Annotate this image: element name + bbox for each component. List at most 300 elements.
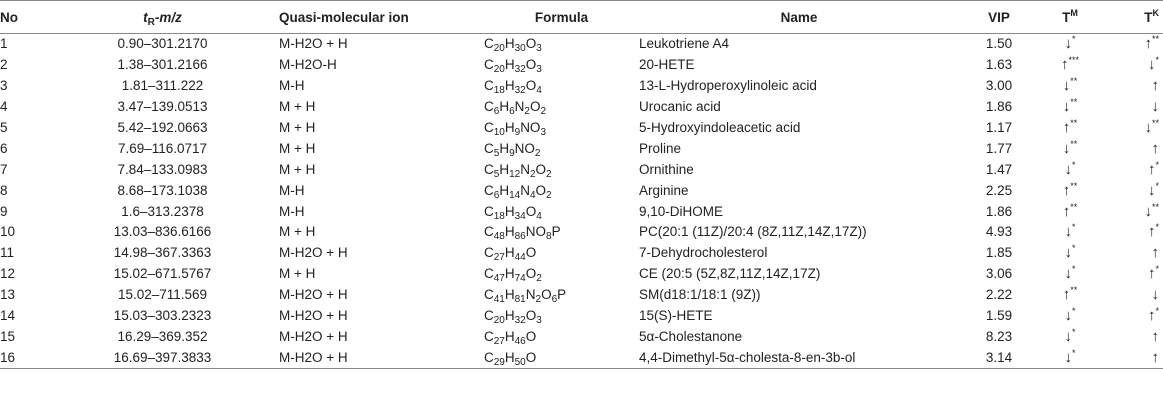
cell-no: 11 (0, 245, 15, 261)
tk-arrow-icon: ↓ (1147, 56, 1156, 74)
cell-no: 13 (0, 287, 16, 303)
cell-name: 9,10-DiHOME (639, 203, 724, 219)
formula-element: C (484, 140, 494, 156)
formula-subscript: 34 (514, 210, 526, 222)
cell-ion: M-H2O + H (279, 36, 348, 52)
tm-significance: * (1071, 347, 1076, 358)
cell-tr-mz: 1.38–301.2166 (117, 57, 208, 73)
cell-tm (1039, 347, 1101, 368)
cell-tm (1039, 222, 1101, 243)
formula-element: H (499, 140, 510, 156)
table-row (0, 138, 1163, 159)
cell-vip: 3.06 (985, 266, 1013, 282)
table-row (0, 243, 1163, 264)
tk-arrow-icon: ↑ (1147, 160, 1156, 178)
cell-tm (1039, 264, 1101, 285)
tm-arrow-icon: ↑ (1062, 181, 1071, 199)
cell-ion: M-H (279, 182, 305, 198)
cell-tm (1039, 97, 1101, 118)
formula-element: C (484, 245, 494, 261)
formula-element: O (535, 182, 547, 198)
cell-name: 13-L-Hydroperoxylinoleic acid (639, 78, 817, 94)
cell-tk (1101, 76, 1163, 97)
formula-subscript: 2 (534, 147, 541, 159)
table-row (0, 97, 1163, 118)
formula-subscript: 47 (493, 273, 505, 285)
cell-tr-mz: 15.02–711.569 (117, 287, 208, 303)
cell-vip: 2.22 (985, 287, 1013, 303)
cell-tr-mz: 1.6–313.2378 (121, 203, 204, 219)
formula-element: C (484, 287, 494, 303)
header-tr-mz-text: -m/z (154, 9, 182, 25)
cell-tr-mz: 0.90–301.2170 (117, 36, 208, 52)
formula-element: O (541, 287, 552, 303)
cell-name: 5α-Cholestanone (639, 328, 743, 344)
tk-arrow-icon: ↑ (1144, 35, 1152, 53)
tm-arrow-icon: ↓ (1064, 244, 1072, 262)
formula-subscript: 20 (493, 43, 505, 55)
cell-tr-mz: 8.68–173.1038 (117, 182, 208, 198)
formula-element: H (504, 308, 515, 324)
formula-subscript: 8 (546, 231, 552, 243)
cell-ion: M-H2O + H (265, 347, 484, 368)
cell-formula (484, 180, 639, 201)
formula-subscript: 2 (540, 106, 547, 118)
cell-no: 14 (0, 308, 16, 324)
formula-element: C (484, 182, 494, 198)
formula-subscript: 46 (514, 335, 526, 347)
formula-subscript: 3 (540, 127, 546, 138)
cell-tr-mz: 15.02–671.5767 (113, 266, 212, 282)
cell-ion: M-H2O + H (279, 328, 348, 344)
tm-arrow-icon: ↓ (1062, 98, 1071, 116)
formula-subscript: 3 (536, 315, 542, 327)
header-tk-sup: K (1152, 7, 1159, 18)
tm-significance: ** (1070, 97, 1078, 108)
header-tm-sup: M (1070, 7, 1078, 18)
formula-element: H (504, 57, 515, 73)
formula-subscript: 86 (514, 231, 526, 243)
formula-subscript: 9 (514, 127, 521, 138)
cell-tm (1039, 159, 1101, 180)
cell-tm (1039, 285, 1101, 306)
cell-tk (1101, 306, 1163, 327)
tm-arrow-icon: ↓ (1062, 77, 1071, 95)
tm-arrow-icon: ↓ (1064, 327, 1072, 345)
cell-tm (1039, 326, 1101, 347)
cell-name: 15(S)-HETE (639, 308, 713, 324)
formula-element: C (484, 120, 494, 135)
formula-subscript: 12 (509, 168, 521, 180)
cell-no: 9 (0, 203, 8, 219)
formula-subscript: 6 (509, 106, 515, 118)
cell-formula (484, 118, 639, 139)
header-ion: Quasi-molecular ion (265, 1, 484, 34)
cell-tr-mz: 1.81–311.222 (121, 78, 204, 94)
cell-formula (484, 55, 639, 76)
formula-subscript: 29 (493, 356, 505, 368)
cell-tk (1101, 138, 1163, 159)
cell-name: Urocanic acid (639, 99, 721, 115)
formula-subscript: 2 (546, 189, 552, 201)
formula-element: NO (520, 120, 541, 135)
cell-tr-mz: 14.98–367.3363 (113, 245, 212, 261)
cell-tk (1101, 285, 1163, 306)
formula-element: C (484, 349, 494, 365)
formula-subscript: 6 (493, 106, 500, 118)
cell-tr-mz: 15.03–303.2323 (113, 308, 212, 324)
table-row (0, 76, 1163, 97)
cell-formula (484, 285, 639, 306)
formula-subscript: 6 (493, 189, 500, 201)
formula-subscript: 5 (493, 147, 500, 159)
tk-significance: ** (1151, 118, 1159, 128)
formula-element: H (504, 349, 515, 365)
tk-significance: * (1155, 159, 1159, 170)
formula-element: H (504, 287, 515, 303)
formula-element: P (557, 287, 567, 303)
formula-subscript: 20 (493, 64, 505, 76)
cell-vip: 1.17 (985, 120, 1013, 135)
tk-significance: * (1155, 55, 1159, 66)
formula-element: H (504, 78, 515, 94)
table-row (0, 326, 1163, 347)
formula-element: H (504, 36, 515, 52)
formula-subscript: 50 (514, 356, 526, 368)
cell-tk (1101, 159, 1163, 180)
table-row (0, 285, 1163, 306)
cell-tk (1101, 97, 1163, 118)
formula-subscript: 44 (514, 252, 526, 264)
cell-formula (484, 264, 639, 285)
header-tm (1039, 1, 1101, 34)
formula-element: H (504, 328, 515, 344)
formula-element: C (484, 36, 494, 52)
cell-tm (1039, 118, 1101, 139)
tk-arrow-icon: ↓ (1151, 98, 1159, 116)
formula-element: H (504, 245, 515, 261)
cell-tr-mz: 16.29–369.352 (117, 328, 208, 344)
tk-arrow-icon: ↑ (1147, 307, 1156, 325)
tm-arrow-icon: ↓ (1064, 348, 1072, 366)
cell-tm (1039, 243, 1101, 264)
tm-significance: * (1071, 34, 1076, 45)
header-tk (1101, 1, 1163, 34)
header-tr-mz (60, 1, 265, 34)
tk-significance: * (1155, 264, 1159, 275)
tk-significance: ** (1151, 34, 1159, 45)
tm-significance: ** (1070, 118, 1078, 128)
table-row (0, 180, 1163, 201)
cell-no: 3 (0, 78, 8, 94)
tk-significance: * (1155, 222, 1159, 233)
tm-arrow-icon: ↓ (1064, 160, 1072, 178)
tk-arrow-icon: ↑ (1147, 223, 1156, 241)
formula-subscript: 9 (509, 147, 515, 159)
header-tr-t: t (143, 9, 148, 25)
cell-ion: M + H (279, 140, 316, 156)
tm-significance: * (1071, 264, 1076, 275)
formula-subscript: 32 (514, 85, 526, 97)
formula-subscript: 81 (514, 294, 526, 306)
formula-element: H (504, 120, 515, 135)
cell-ion: M-H2O-H (279, 57, 337, 73)
cell-name: 4,4-Dimethyl-5α-cholesta-8-en-3b-ol (639, 347, 959, 368)
cell-no: 16 (0, 347, 60, 368)
cell-tr-mz: 3.47–139.0513 (117, 99, 208, 115)
formula-subscript: 20 (493, 315, 505, 327)
tk-arrow-icon: ↑ (1151, 327, 1159, 345)
tk-arrow-icon: ↓ (1144, 202, 1152, 220)
formula-element: P (551, 224, 561, 240)
cell-vip: 1.85 (985, 245, 1013, 261)
cell-formula (484, 326, 639, 347)
cell-tk (1101, 55, 1163, 76)
cell-tr-mz: 5.42–192.0663 (117, 120, 208, 135)
cell-tk (1101, 118, 1163, 139)
formula-subscript: 2 (535, 294, 542, 306)
cell-tk (1101, 264, 1163, 285)
tm-significance: ** (1070, 180, 1078, 191)
table-row (0, 34, 1163, 55)
formula-subscript: 6 (551, 294, 558, 306)
cell-ion: M-H2O + H (279, 287, 348, 303)
formula-element: O (529, 99, 541, 115)
formula-element: O (535, 161, 547, 177)
tm-significance: * (1071, 326, 1076, 337)
formula-element: NO (514, 140, 535, 156)
formula-subscript: 18 (493, 85, 505, 97)
formula-subscript: 32 (514, 64, 526, 76)
table-row (0, 159, 1163, 180)
cell-no: 10 (0, 224, 16, 240)
formula-subscript: 27 (493, 252, 505, 264)
cell-formula (484, 243, 639, 264)
formula-subscript: 18 (493, 210, 505, 222)
cell-ion: M + H (279, 120, 316, 135)
formula-subscript: 5 (493, 168, 500, 180)
table-row (0, 264, 1163, 285)
tm-arrow-icon: ↓ (1062, 139, 1071, 157)
table-row (0, 55, 1163, 76)
tm-arrow-icon: ↓ (1064, 307, 1072, 325)
tm-significance: ** (1070, 201, 1078, 212)
formula-subscript: 10 (493, 127, 505, 138)
cell-vip: 1.59 (985, 308, 1013, 324)
formula-subscript: 32 (514, 315, 526, 327)
cell-tm (1039, 34, 1101, 55)
formula-element: O (525, 328, 537, 344)
cell-ion: M + H (279, 161, 316, 177)
formula-subscript: 14 (509, 189, 521, 201)
cell-vip: 2.25 (985, 182, 1013, 198)
cell-tk (1101, 243, 1163, 264)
cell-tk (1101, 201, 1163, 222)
cell-formula (484, 222, 639, 243)
cell-ion: M-H2O + H (279, 245, 348, 261)
formula-element: N (520, 182, 530, 198)
cell-tk (1101, 34, 1163, 55)
table-row (0, 118, 1163, 139)
cell-no: 4 (0, 99, 8, 115)
tk-arrow-icon: ↑ (1151, 77, 1159, 95)
cell-ion: M-H (279, 203, 305, 219)
cell-no: 6 (0, 140, 8, 156)
cell-ion: M + H (279, 224, 316, 240)
formula-subscript: 2 (536, 273, 542, 285)
header-no: No (0, 1, 60, 34)
formula-element: C (484, 266, 494, 282)
header-vip: VIP (959, 1, 1039, 34)
cell-name: SM(d18:1/18:1 (9Z)) (639, 287, 761, 303)
formula-element: N (514, 99, 525, 115)
tm-arrow-icon: ↓ (1064, 35, 1072, 53)
table-row (0, 222, 1163, 243)
formula-subscript: 74 (514, 273, 526, 285)
formula-subscript: 4 (536, 85, 542, 97)
tk-significance: ** (1151, 201, 1159, 212)
cell-tm (1039, 55, 1101, 76)
tk-arrow-icon: ↑ (1151, 348, 1159, 366)
cell-formula (484, 97, 639, 118)
formula-subscript: 30 (514, 43, 526, 55)
tk-arrow-icon: ↑ (1151, 244, 1159, 262)
cell-tr-mz: 7.84–133.0983 (117, 161, 208, 177)
tm-arrow-icon: ↑ (1062, 286, 1071, 304)
cell-ion: M + H (279, 266, 316, 282)
tm-arrow-icon: ↓ (1064, 265, 1072, 283)
cell-formula (484, 159, 639, 180)
formula-element: O (525, 203, 537, 219)
formula-element: NO (525, 224, 546, 240)
cell-tr-mz: 7.69–116.0717 (117, 140, 208, 156)
formula-subscript: 2 (529, 168, 536, 180)
header-formula: Formula (484, 1, 639, 34)
cell-tr-mz: 16.69–397.3833 (60, 347, 265, 368)
tm-arrow-icon: ↑ (1062, 119, 1071, 136)
formula-subscript: 3 (536, 43, 542, 55)
cell-formula (484, 306, 639, 327)
cell-tm (1039, 138, 1101, 159)
cell-formula (484, 138, 639, 159)
header-tk-base: T (1144, 9, 1153, 25)
tm-significance: *** (1068, 55, 1079, 66)
formula-element: N (525, 287, 536, 303)
formula-element: O (525, 78, 537, 94)
cell-formula (484, 34, 639, 55)
cell-name: 7-Dehydrocholesterol (639, 245, 768, 261)
tk-arrow-icon: ↑ (1151, 139, 1159, 157)
table-row (0, 306, 1163, 327)
tm-significance: * (1071, 306, 1076, 317)
cell-vip: 3.14 (959, 347, 1039, 368)
cell-vip: 1.47 (985, 161, 1013, 177)
cell-tr-mz: 13.03–836.6166 (113, 224, 212, 240)
formula-element: C (484, 308, 494, 324)
formula-element: C (484, 203, 494, 219)
formula-element: H (504, 203, 515, 219)
cell-formula (484, 201, 639, 222)
tm-arrow-icon: ↑ (1060, 56, 1069, 74)
header-tm-base: T (1062, 9, 1071, 25)
formula-element: C (484, 161, 494, 177)
cell-tk (1101, 347, 1163, 368)
header-row (0, 1, 1163, 34)
formula-element: H (504, 224, 515, 240)
cell-vip: 4.93 (985, 224, 1013, 240)
header-name: Name (639, 1, 959, 34)
cell-ion: M-H2O + H (279, 308, 348, 324)
formula-element: O (525, 245, 537, 261)
formula-element: C (484, 328, 494, 344)
formula-subscript: 4 (529, 189, 536, 201)
formula-subscript: 4 (536, 210, 542, 222)
formula-element: C (484, 224, 494, 240)
formula-element: H (504, 266, 515, 282)
cell-tk (1101, 326, 1163, 347)
table-row (0, 201, 1163, 222)
cell-tm (1039, 180, 1101, 201)
formula-element: O (525, 36, 537, 52)
tm-significance: * (1071, 222, 1076, 233)
cell-ion: M + H (279, 99, 316, 115)
tk-arrow-icon: ↓ (1151, 286, 1159, 304)
formula-element: O (525, 349, 537, 365)
formula-subscript: 2 (546, 168, 552, 180)
tk-arrow-icon: ↑ (1147, 265, 1156, 283)
tk-arrow-icon: ↓ (1147, 181, 1156, 199)
cell-no: 2 (0, 57, 8, 73)
cell-formula (484, 347, 639, 368)
header-tr-sub: R (147, 16, 155, 28)
tk-significance: * (1155, 180, 1159, 191)
cell-ion: M-H (279, 78, 305, 94)
cell-tm (1039, 76, 1101, 97)
formula-element: H (499, 99, 510, 115)
cell-name: Leukotriene A4 (639, 36, 730, 52)
cell-tm (1039, 306, 1101, 327)
tm-arrow-icon: ↑ (1062, 202, 1071, 220)
tm-significance: * (1071, 159, 1076, 170)
tm-significance: ** (1070, 285, 1078, 296)
formula-element: H (499, 182, 510, 198)
formula-element: C (484, 99, 494, 115)
cell-no: 15 (0, 328, 16, 344)
cell-vip: 1.50 (985, 36, 1013, 52)
formula-element: O (525, 266, 537, 282)
cell-vip: 1.86 (985, 99, 1013, 115)
formula-element: N (520, 161, 530, 177)
cell-name: 5-Hydroxyindoleacetic acid (639, 120, 801, 135)
cell-tk (1101, 222, 1163, 243)
cell-no: 8 (0, 182, 8, 198)
formula-element: H (499, 161, 510, 177)
formula-element: C (484, 57, 494, 73)
table-row (0, 347, 1163, 368)
cell-vip: 8.23 (985, 328, 1013, 344)
cell-name: Ornithine (639, 161, 694, 177)
formula-element: O (525, 57, 537, 73)
cell-name: Arginine (639, 182, 689, 198)
formula-element: O (525, 308, 537, 324)
tm-significance: * (1071, 243, 1076, 254)
cell-vip: 1.86 (985, 203, 1013, 219)
cell-no: 7 (0, 161, 8, 177)
tm-arrow-icon: ↓ (1064, 223, 1072, 241)
cell-name: PC(20:1 (11Z)/20:4 (8Z,11Z,14Z,17Z)) (639, 224, 867, 240)
cell-vip: 1.63 (985, 57, 1013, 73)
cell-name: 20-HETE (639, 57, 695, 73)
